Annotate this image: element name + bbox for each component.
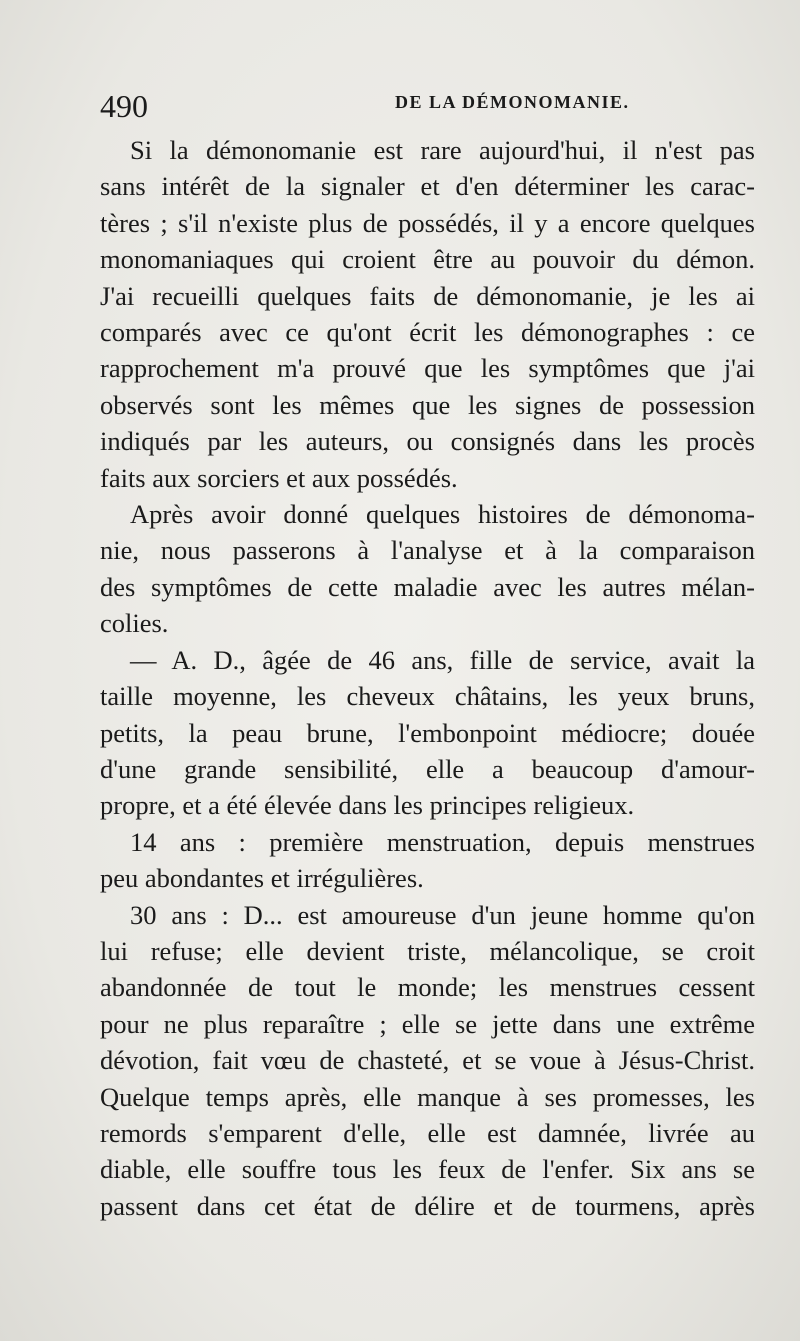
text-line: diable, elle souffre tous les feux de l'enfer. Six ans se xyxy=(100,1154,755,1185)
text-line: lui refuse; elle devient triste, mélancolique, se croit xyxy=(100,935,755,966)
text-line: — A. D., âgée de 46 ans, fille de service, avait la xyxy=(130,644,755,675)
text-line: taille moyenne, les cheveux châtains, les yeux bruns, xyxy=(100,681,755,712)
paragraph xyxy=(100,496,755,642)
text-line: d'une grande sensibilité, elle a beaucoup d'amour- xyxy=(100,753,755,784)
text-line: comparés avec ce qu'ont écrit les démonographes : ce xyxy=(100,317,755,348)
text-line: faits aux sorciers et aux possédés. xyxy=(100,462,458,493)
text-line: 30 ans : D... est amoureuse d'un jeune homme qu'on xyxy=(130,899,755,930)
paragraph xyxy=(100,132,755,496)
text-line: sans intérêt de la signaler et d'en déterminer les carac- xyxy=(100,171,755,202)
paragraph xyxy=(100,642,755,824)
text-line: tères ; s'il n'existe plus de possédés, il y a encore quelques xyxy=(100,207,755,238)
text-line: abandonnée de tout le monde; les menstrues cessent xyxy=(100,972,755,1003)
text-line: remords s'emparent d'elle, elle est damnée, livrée au xyxy=(100,1117,755,1148)
text-line: petits, la peau brune, l'embonpoint médiocre; douée xyxy=(100,717,755,748)
paragraph xyxy=(100,824,755,897)
text-line: Si la démonomanie est rare aujourd'hui, il n'est pas xyxy=(130,135,755,165)
text-line: indiqués par les auteurs, ou consignés dans les procès xyxy=(100,426,755,457)
text-line: 14 ans : première menstruation, depuis menstrues xyxy=(130,826,755,857)
text-line: dévotion, fait vœu de chasteté, et se voue à Jésus-Christ. xyxy=(100,1045,755,1076)
text-line: observés sont les mêmes que les signes de possession xyxy=(100,389,755,420)
text-line: Après avoir donné quelques histoires de démonoma- xyxy=(130,499,755,530)
text-line: des symptômes de cette maladie avec les autres mélan- xyxy=(100,571,755,602)
text-line: peu abondantes et irrégulières. xyxy=(100,863,424,894)
running-title: DE LA DÉMONOMANIE. xyxy=(395,92,630,112)
page-number: 490 xyxy=(100,88,148,124)
paragraph xyxy=(100,897,755,1225)
text-line: colies. xyxy=(100,608,169,639)
text-line: propre, et a été élevée dans les principes religieux. xyxy=(100,790,635,821)
text-line: Quelque temps après, elle manque à ses promesses, les xyxy=(100,1081,755,1112)
text-line: J'ai recueilli quelques faits de démonomanie, je les ai xyxy=(100,280,755,311)
text-line: pour ne plus reparaître ; elle se jette dans une extrême xyxy=(100,1008,755,1039)
page-header xyxy=(100,86,755,126)
text-line: nie, nous passerons à l'analyse et à la comparaison xyxy=(100,535,755,566)
text-line: rapprochement m'a prouvé que les symptômes que j'ai xyxy=(100,353,755,384)
text-line: passent dans cet état de délire et de tourmens, après xyxy=(100,1190,755,1221)
text-line: monomaniaques qui croient être au pouvoir du démon. xyxy=(100,244,755,275)
body-text xyxy=(100,132,755,1224)
